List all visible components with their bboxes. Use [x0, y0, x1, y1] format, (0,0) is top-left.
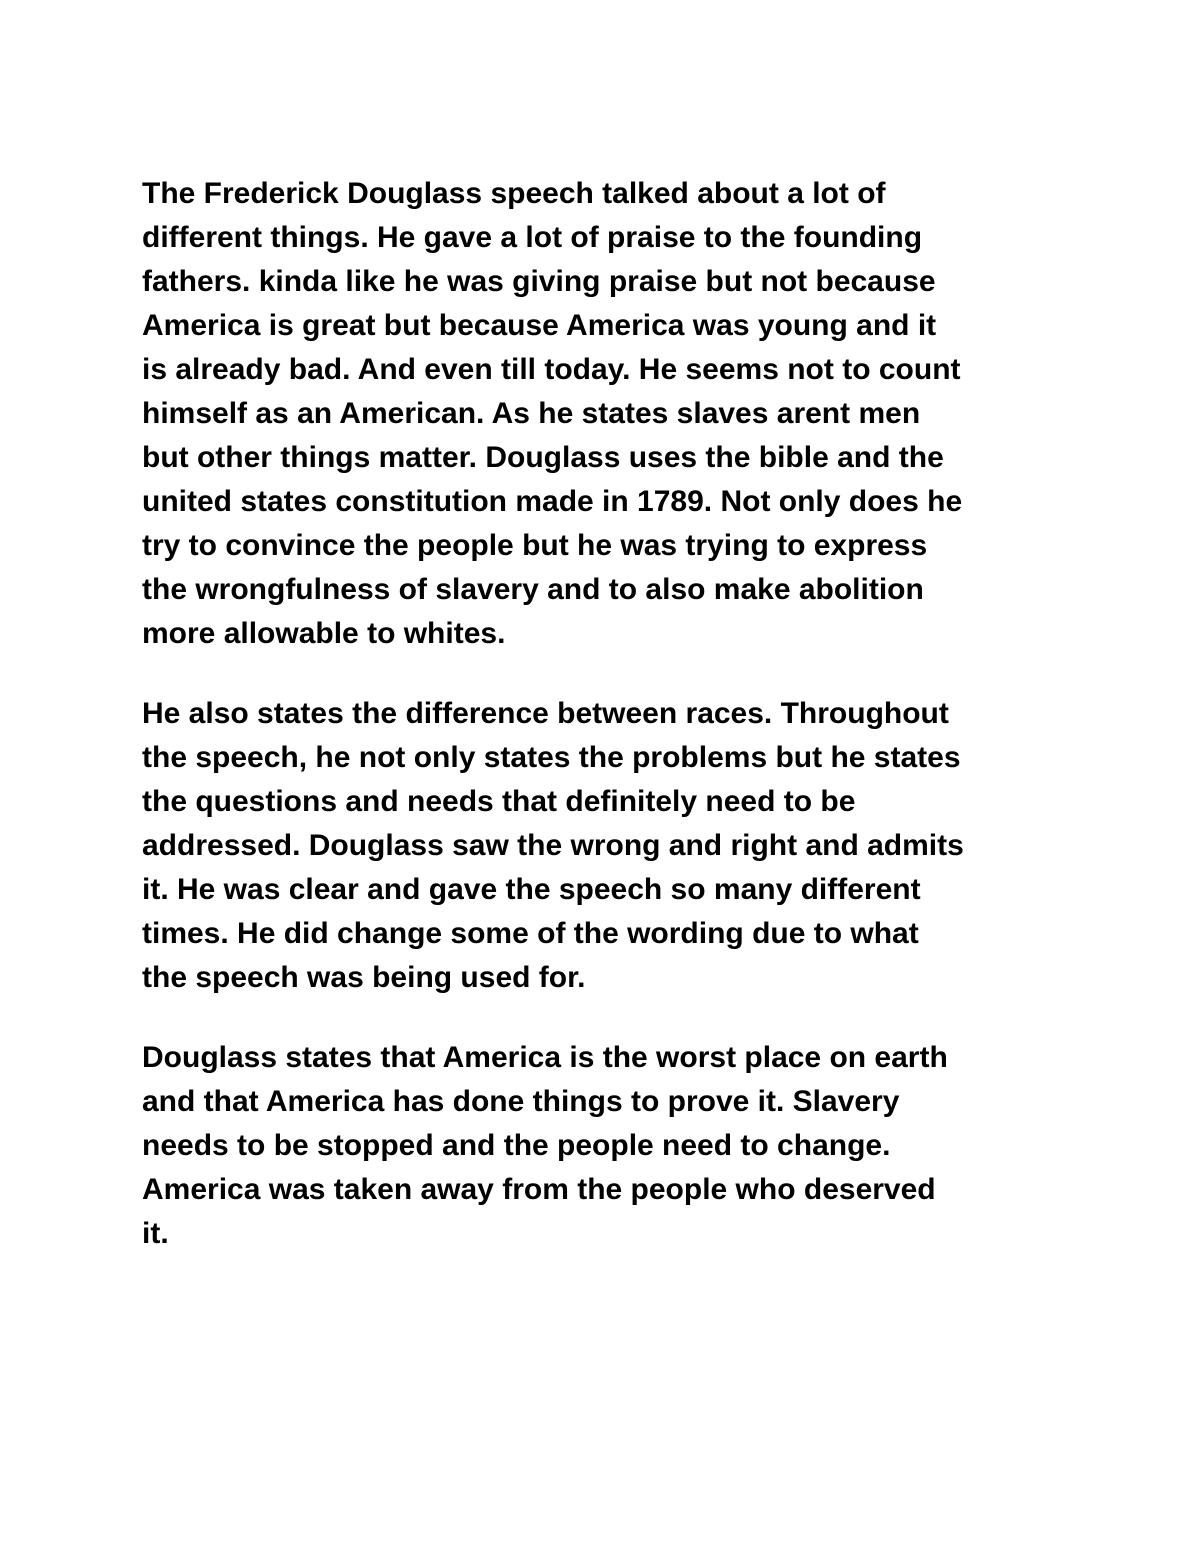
text-line: America is great but because America was young and it	[142, 309, 937, 342]
text-line: needs to be stopped and the people need to change.	[142, 1129, 891, 1162]
text-line: addressed. Douglass saw the wrong and right and admits	[142, 829, 964, 862]
text-line: The Frederick Douglass speech talked about a lot of	[142, 177, 886, 210]
text-line: America was taken away from the people who deserved	[142, 1173, 936, 1206]
text-line: the wrongfulness of slavery and to also make abolition	[142, 573, 924, 606]
document-body	[142, 172, 1072, 1292]
text-line: and that America has done things to prove it. Slavery	[142, 1085, 900, 1118]
text-line: is already bad. And even till today. He seems not to count	[142, 353, 961, 386]
text-line: more allowable to whites.	[142, 617, 506, 650]
text-line: times. He did change some of the wording due to what	[142, 917, 919, 950]
text-line: Douglass states that America is the worst place on earth	[142, 1041, 948, 1074]
text-line: it.	[142, 1217, 169, 1250]
text-line: the speech was being used for.	[142, 961, 586, 994]
text-line: He also states the difference between races. Throughout	[142, 697, 949, 730]
text-line: the questions and needs that definitely need to be	[142, 785, 856, 818]
text-line: fathers. kinda like he was giving praise but not because	[142, 265, 936, 298]
text-line: but other things matter. Douglass uses the bible and the	[142, 441, 944, 474]
text-line: the speech, he not only states the problems but he states	[142, 741, 961, 774]
text-line: united states constitution made in 1789. Not only does he	[142, 485, 963, 518]
text-line: it. He was clear and gave the speech so many different	[142, 873, 921, 906]
paragraph-1	[142, 172, 1072, 656]
text-line: try to convince the people but he was trying to express	[142, 529, 928, 562]
paragraph-3	[142, 1036, 1072, 1256]
text-line: himself as an American. As he states slaves arent men	[142, 397, 921, 430]
text-line: different things. He gave a lot of praise to the founding	[142, 221, 923, 254]
paragraph-2	[142, 692, 1072, 1000]
